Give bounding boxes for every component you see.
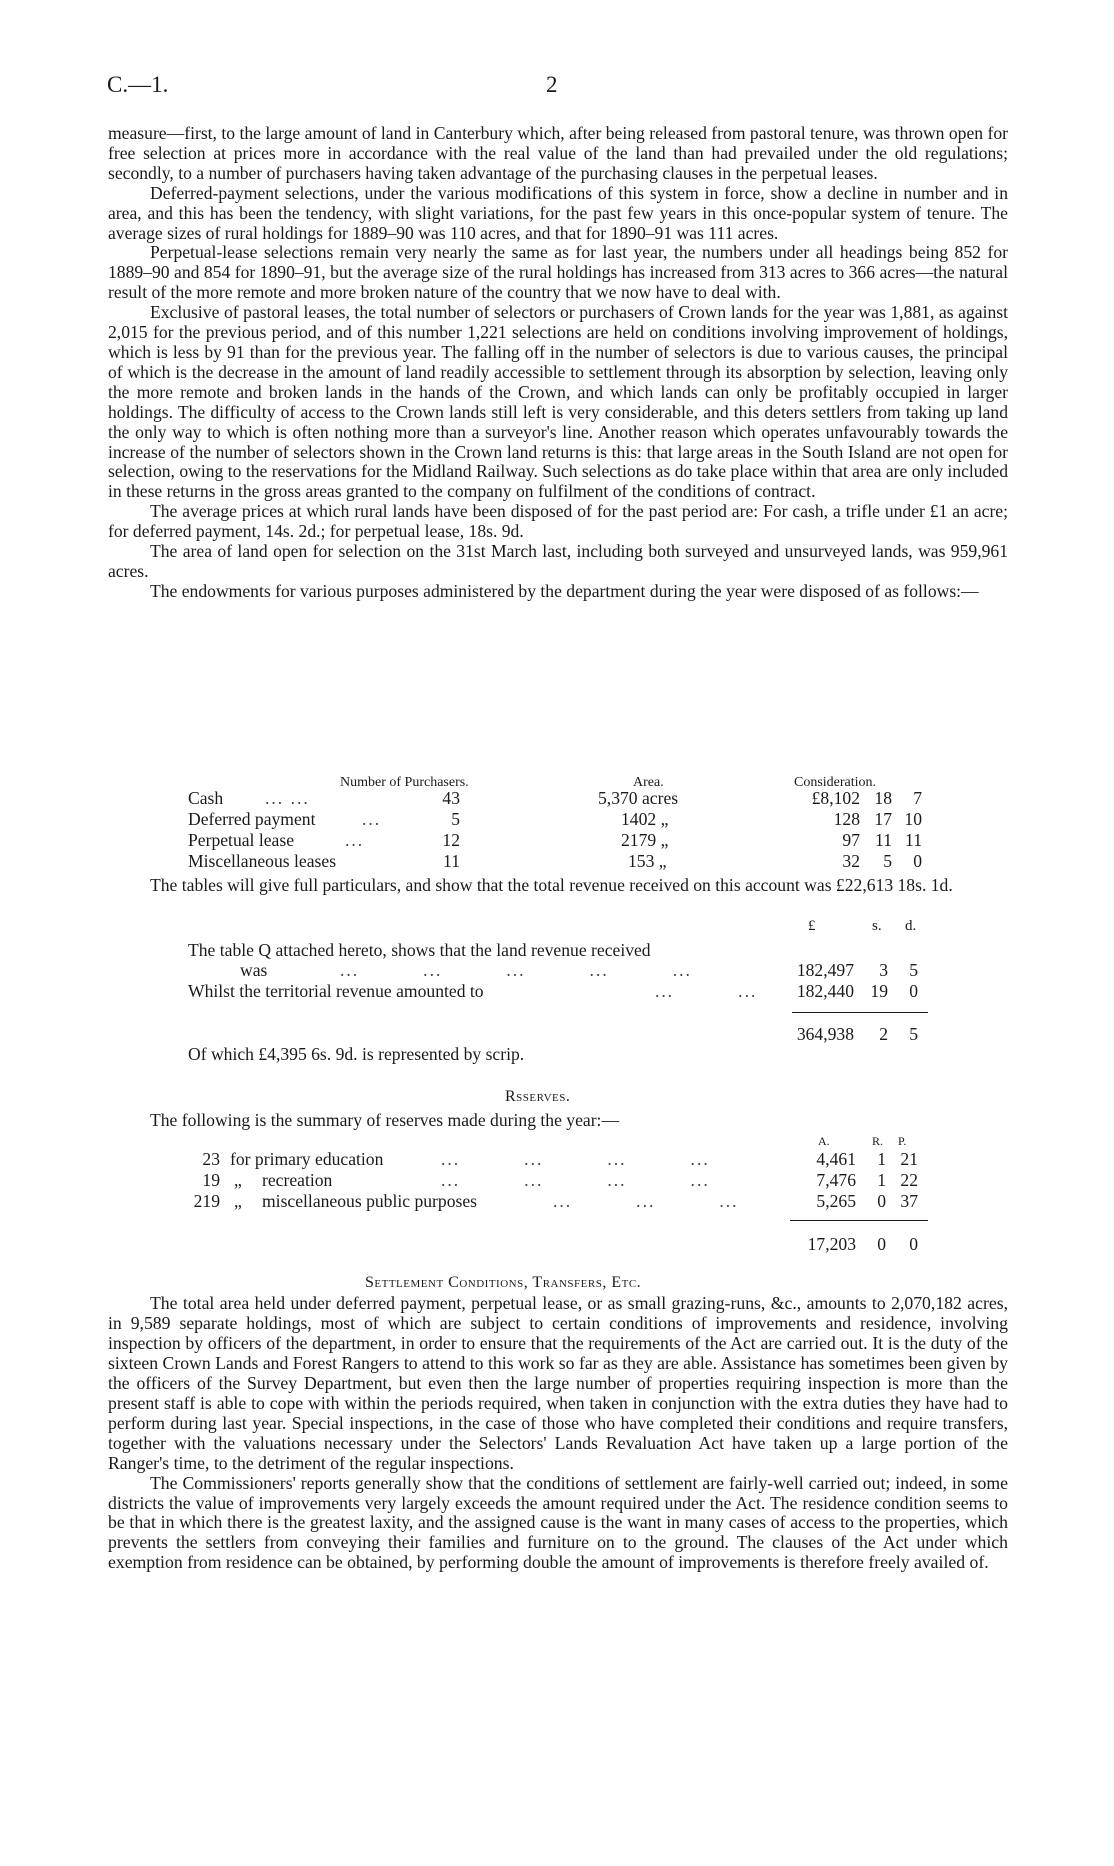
paragraph: The Commissioners' reports generally show that the conditions of settlement are fairly-well carried out; indeed, in some districts the value of improvements very largely exceeds the amount required under the Act. The residence condition seems to be that in which there is the greatest laxity, and the assigned cause is the want in many cases of access to the properties, which prevents the settlers from conveying their families and furniture on to the ground. The clauses of the Act under which exemption from residence can be obtained, by performing double the amount of improvements is therefore freely availed of. (108, 1472, 1008, 1573)
column-header-roods: R. (872, 1134, 884, 1148)
column-header-consideration: Consideration. (794, 775, 877, 790)
body-text-top (108, 124, 1008, 602)
document-reference: C.—1. (107, 72, 169, 97)
reserves-intro: The following is the summary of reserves made during the year:— (150, 1110, 620, 1130)
column-header-area: Area. (633, 775, 664, 790)
revenue-total: 364,938 (796, 1024, 854, 1044)
column-header-perches: P. (898, 1134, 907, 1148)
paragraph: The endowments for various purposes administered by the department during the year were disposed of as follows:— (150, 580, 979, 601)
paragraph: measure—first, to the large amount of land in Canterbury which, after being released from pastoral tenure, was thrown open for free selection at prices more in accordance with the real value of the land than had prevailed under the old regulations; secondly, to a number of purchasers having taken advantage of the purchasing clauses in the perpetual leases. (108, 123, 1008, 183)
paragraph: The average prices at which rural lands have been disposed of for the past period are: For cash, a trifle under £1 an acre; for deferred payment, 14s. 2d.; for perpetual lease, 18s. 9d. (108, 501, 1008, 542)
revenue-intro: The tables will give full particulars, and show that the total revenue received on this account was £22,613 18s. 1d. (150, 875, 953, 895)
column-header-purchasers: Number of Purchasers. (340, 775, 469, 790)
sum-rule (792, 1012, 928, 1013)
scrip-note: Of which £4,395 6s. 9d. is represented by scrip. (188, 1044, 525, 1064)
paragraph: Deferred-payment selections, under the various modifications of this system in force, show a decline in number and in area, and this has been the tendency, with slight variations, for the past few years in this once-popular system of tenure. The average sizes of rural holdings for 1889–90 was 110 acres, and that for 1890–91 was 111 acres. (108, 182, 1008, 243)
reserves-total: 17,203 (807, 1234, 856, 1254)
body-text-settlement (108, 1294, 1008, 1573)
paragraph: The total area held under deferred payment, perpetual lease, or as small grazing-runs, &c., amounts to 2,070,182 acres, in 9,589 separate holdings, most of which are subject to certain conditions of improvements and residence, involving inspection by officers of the department, in order to ensure that the requirements of the Act are carried out. It is the duty of the sixteen Crown Lands and Forest Rangers to attend to this work so far as they are able. Assistance has sometimes been given by the officers of the Survey Department, but even then the large number of properties requiring inspection is more than the present staff is able to cope with within the periods required, when taken in conjunction with the extra duties they have had to perform during last year. Special inspections, in the case of those who have completed their conditions and require transfers, together with the valuations necessary under the Selectors' Lands Revaluation Act have taken up a large portion of the Ranger's time, to the detriment of the regular inspections. (108, 1293, 1008, 1473)
paragraph: Exclusive of pastoral leases, the total number of selectors or purchasers of Crown lands for the year was 1,881, as against 2,015 for the previous period, and of this number 1,221 selections are held on conditions involving improvement of holdings, which is less by 91 than for the previous year. The falling off in the number of selectors is due to various causes, the principal of which is the decrease in the amount of land readily accessible to settlement through its absorption by selection, leaving only the more remote and broken lands in the hands of the Crown, and which lands can only be profitably occupied in larger holdings. The difficulty of access to the Crown lands still left is very considerable, and this deters settlers from taking up land the only way to which is often nothing more than a surveyor's line. Another reason which operates unfavourably towards the increase of the number of selectors shown in the Crown land returns is this: that large areas in the South Island are not open for selection, owing to the reservations for the Midland Railway. Such selections as do take place within that area are only included in these returns in the gross areas granted to the company on fulfilment of the conditions of contract. (108, 302, 1008, 502)
paragraph: The area of land open for selection on the 31st March last, including both surveyed and unsurveyed lands, was 959,961 acres. (108, 541, 1008, 581)
column-header-acres: A. (818, 1134, 830, 1148)
paragraph: Perpetual-lease selections remain very nearly the same as for last year, the numbers under all headings being 852 for 1889–90 and 854 for 1890–91, but the average size of the rural holdings has increased from 313 acres to 366 acres—the natural result of the more remote and more broken nature of the country that we now have to deal with. (108, 242, 1008, 303)
document-page: C.—1. 2 measure—first, to the large amount of land in Canterbury which, after being released from pastoral tenure, was thrown open for free selection at prices more in accordance with the real value of the land than had prevailed under the old regulations; secondly, to a number of purchasers having taken advantage of the purchasing clauses in the perpetual leases. Deferred-payment selections, under the various modifications of this system in force, show a decline in number and in area, and this has been the tendency, with slight variations, for the past few years in this once-popular system of tenure. The average sizes of rural holdings for 1889–90 was 110 acres, and that for 1890–91 was 111 acres. Perpetual-lease selections remain very nearly the same as for last year, the numbers under all headings being 852 for 1889–90 and 854 for 1890–91, but the average size of the rural holdings has increased from 313 acres to 366 acres—the natural result of the more remote and more broken nature of the country that we now have to deal with. Exclusive of pastoral leases, the total number of selectors or purchasers of Crown lands for the year was 1,881, as against 2,015 for the previous period, and of this number 1,221 selections are held on conditions involving improvement of holdings, which is less by 91 than for the previous year. The falling off in the number of selectors is due to various causes, the principal of which is the decrease in the amount of land readily accessible to settlement through its absorption by selection, leaving only the more remote and broken lands in the hands of the Crown, and which lands can only be profitably occupied in larger holdings. The difficulty of access to the Crown lands still left is very considerable, and this deters settlers from taking up land the only way to which is often nothing more than a surveyor's line. Another reason which operates unfavourably towards the increase of the number of selectors shown in the Crown land returns is this: that large areas in the South Island are not open for selection, owing to the reservations for the Midland Railway. Such selections as do take place within that area are only included in these returns in the gross areas granted to the company on fulfilment of the conditions of contract. The average prices at which rural lands have been disposed of for the past period are: For cash, a trifle under £1 an acre; for deferred payment, 14s. 2d.; for perpetual lease, 18s. 9d. The area of land open for selection on the 31st March last, including both surveyed and unsurveyed lands, was 959,961 acres. The endowments for various purposes administered by the department during the year were disposed of as follows:— Number of Purchasers. Area. Consideration. Cash ... ... 43 5,370 acres £8,102 18 7 Deferred payment ... 5 1402 „ 128 17 10 Perpetual lease ... 12 2179 „ 97 11 11 Miscellaneous leases 11 153 „ 32 5 0 The tables will give full particulars, and show that the total revenue received on this account was £22,613 18s. 1d. £ s. d. The table Q attached hereto, shows that the land revenue received was ... ... ... ... ... 182,497 3 5 Whilst the territorial revenue amounted to ... ... 182,440 19 0 364,938 2 5 Of which £4,395 6s. 9d. is represented by scrip. Rsserves. The following is the summary of reserves made during the year:— A. R. P. 23 for primary education ... ... ... ... 4,461 1 21 19 „ recreation ... ... ... ... 7,476 1 22 219 „ miscellaneous public purposes ... ... ... 5,265 0 37 17,203 0 0 Settlement Conditions, Transfers, Etc. The total area held under deferred payment, perpetual lease, or as small grazing-runs, &c., amounts to 2,070,182 acres, in 9,589 separate holdings, most of which are subject to certain conditions of improvements and residence, involving inspection by officers of the department, in order to ensure that the requirements of the Act are carried out. It is the duty of the sixteen Crown Lands and Forest Rangers to attend to this work so far as they are able. Assistance has sometimes been given by the officers of the Survey Department, but even then the large number of properties requiring inspection is more than the present staff is able to cope with within the periods required, when taken in conjunction with the extra duties they have had to perform during last year. Special inspections, in the case of those who have completed their conditions and require transfers, together with the valuations necessary under the Selectors' Lands Revaluation Act have taken up a large portion of the Ranger's time, to the detriment of the regular inspections. The Commissioners' reports generally show that the conditions of settlement are fairly-well carried out; indeed, in some districts the value of improvements very largely exceeds the amount required under the Act. The residence condition seems to be that in which there is the greatest laxity, and the assigned cause is the want in many cases of access to the properties, which prevents the settlers from conveying their families and furniture on to the ground. The clauses of the Act under which exemption from residence can be obtained, by performing double the amount of improvements is therefore freely availed of. (107, 72, 1008, 1573)
page-number: 2 (546, 72, 558, 97)
section-heading: Rsserves. (505, 1088, 571, 1105)
section-heading: Settlement Conditions, Transfers, Etc. (365, 1274, 642, 1291)
column-header-pence: d. (905, 918, 917, 934)
sum-rule (790, 1220, 928, 1221)
column-header-shillings: s. (872, 918, 882, 934)
column-header-pounds: £ (808, 918, 816, 934)
